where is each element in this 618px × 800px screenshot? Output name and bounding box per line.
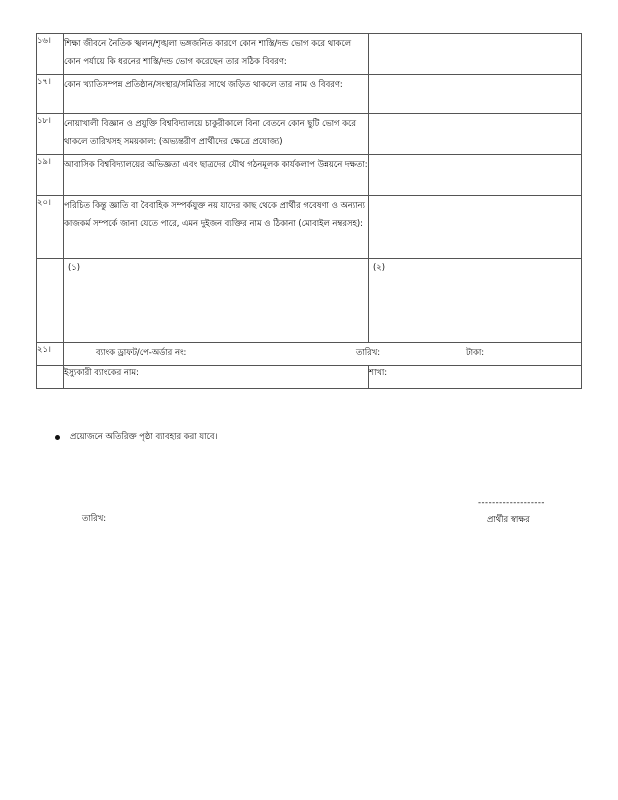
bank-draft-row <box>37 343 582 366</box>
question-text: আবাসিক বিশ্ববিদ্যালয়ের অভিজ্ঞতা এবং ছাত্রদের যৌথ গঠনমূলক কার্যকলাপ উন্নয়নে দক্ষতা: <box>64 155 369 196</box>
reference-2-label: (২) <box>373 262 385 272</box>
answer-cell[interactable] <box>369 75 582 114</box>
empty-number-cell <box>37 366 64 389</box>
question-number: ১৭। <box>37 75 64 114</box>
issuer-bank-cell[interactable] <box>64 366 369 389</box>
branch-label: শাখা: <box>369 367 388 377</box>
question-number: ১৮। <box>37 114 64 155</box>
question-text: শিক্ষা জীবনে নৈতিক স্খলন/শৃঙ্খলা ভঙ্গজনিত কারণে কোন শাস্তি/দন্ড ভোগ করে থাকলে কোন পর্যায়ে কি ধরনের শাস্তি/দন্ড ভোগ করেছেন তার সঠিক বিবরণ: <box>64 34 369 75</box>
draft-amount-label: টাকা: <box>466 347 485 357</box>
answer-cell[interactable] <box>369 34 582 75</box>
question-row-20 <box>37 196 582 259</box>
question-number: ২১। <box>37 343 64 366</box>
question-row-19 <box>37 155 582 196</box>
issuer-bank-label: ইস্যুকারী ব্যাংকের নাম: <box>64 367 139 377</box>
question-text: পরিচিত কিন্তু জ্ঞাতি বা বৈবাহিক সম্পর্কযুক্ত নয় যাদের কাছ থেকে প্রার্থীর গবেষণা ও অন্যান্য কাজকর্ম সম্পর্কে জানা যেতে পারে, এমন দুইজন ব্যক্তির নাম ও ঠিকানা (মোবাইল নম্বরসহ): <box>64 196 369 259</box>
question-number: ১৯। <box>37 155 64 196</box>
draft-number-label: ব্যাংক ড্রাফট/পে-অর্ডার নং: <box>96 347 187 357</box>
empty-number-cell <box>37 259 64 343</box>
question-text: কোন খ্যাতিসম্পন্ন প্রতিষ্ঠান/সংস্থার/সমিতির সাথে জড়িত থাকলে তার নাম ও বিবরণ: <box>64 75 369 114</box>
answer-cell[interactable] <box>369 196 582 259</box>
question-row-18 <box>37 114 582 155</box>
bullet-icon <box>55 435 60 440</box>
question-row-17 <box>37 75 582 114</box>
question-row-16 <box>37 34 582 75</box>
question-number: ২০। <box>37 196 64 259</box>
signature-label: প্রার্থীর স্বাক্ষর <box>487 514 530 524</box>
question-number: ১৬। <box>37 34 64 75</box>
reference-1-label: (১) <box>68 262 80 272</box>
reference-row <box>37 259 582 343</box>
draft-date-label: তারিখ: <box>356 347 381 357</box>
bank-draft-cell[interactable] <box>64 343 582 366</box>
question-text: নোয়াখালী বিজ্ঞান ও প্রযুক্তি বিশ্ববিদ্যালয়ে চাকুরীকালে বিনা বেতনে কোন ছুটি ভোগ করে থাকলে তারিখসহ সময়কাল: (অভ্যন্তরীণ প্রার্থীদের ক্ষেত্রে প্রযোজ্য) <box>64 114 369 155</box>
answer-cell[interactable] <box>369 155 582 196</box>
issuer-bank-row <box>37 366 582 389</box>
branch-cell[interactable] <box>369 366 582 389</box>
note-text: প্রয়োজনে অতিরিক্ত পৃষ্ঠা ব্যাবহার করা যাবে। <box>70 431 218 441</box>
reference-2-cell[interactable] <box>369 259 582 343</box>
footer-date-label: তারিখ: <box>82 513 107 523</box>
reference-1-cell[interactable] <box>64 259 369 343</box>
answer-cell[interactable] <box>369 114 582 155</box>
additional-page-note <box>55 430 218 444</box>
form-table <box>36 33 582 389</box>
signature-line: ------------------- <box>478 497 545 507</box>
